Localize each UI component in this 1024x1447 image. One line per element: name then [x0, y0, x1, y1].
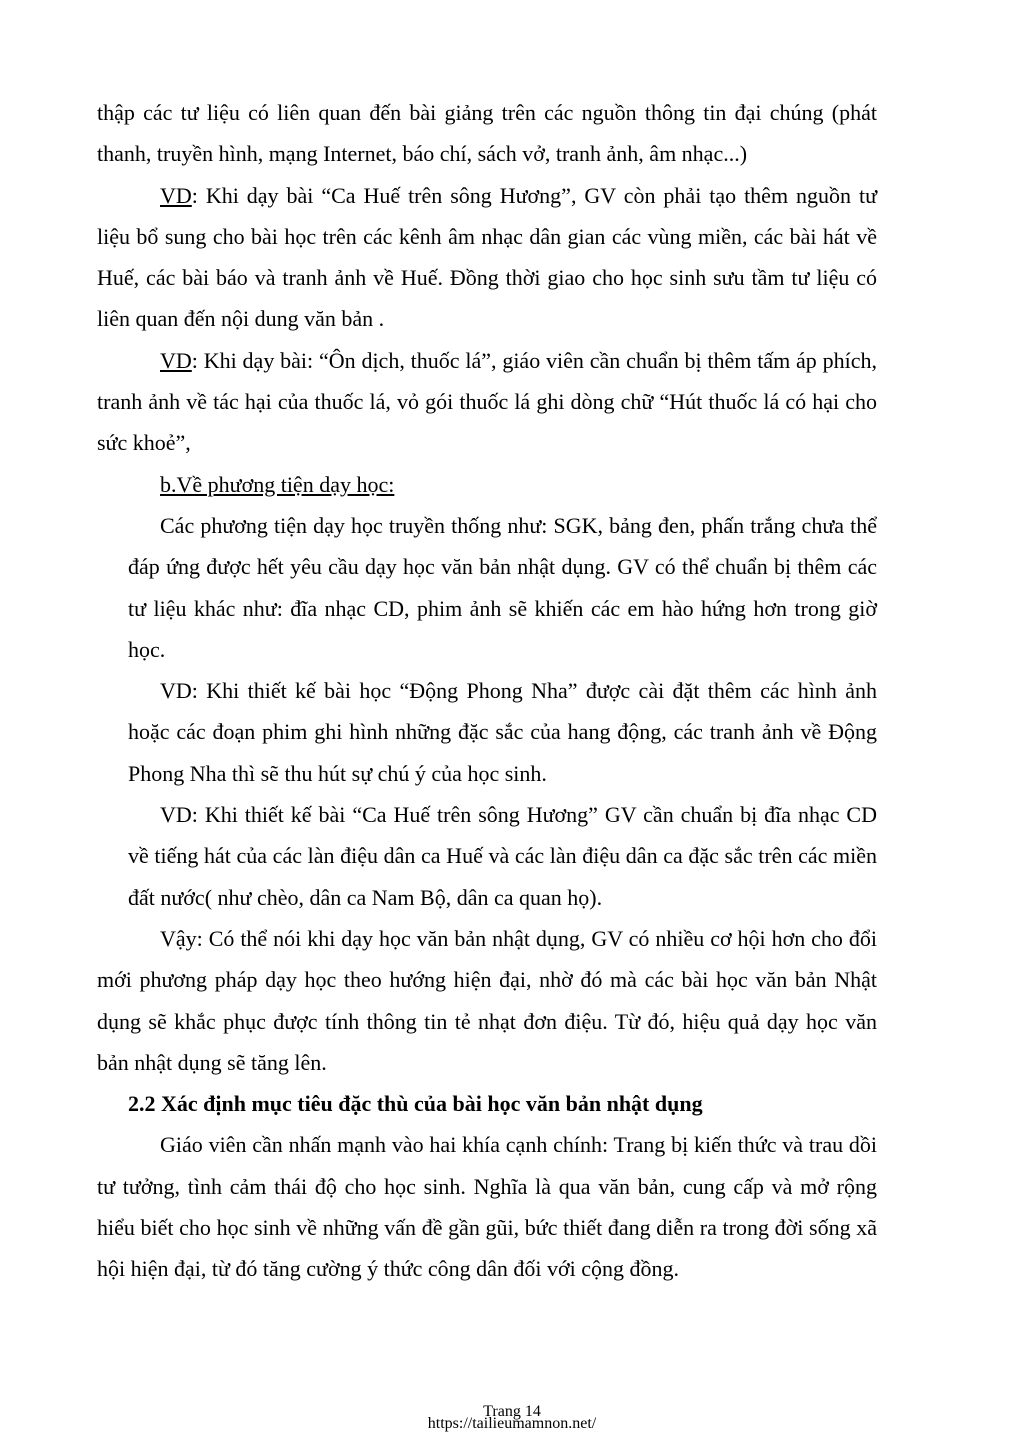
- paragraph-example-dia-nhac: VD: Khi thiết kế bài “Ca Huế trên sông Hương” GV cần chuẩn bị đĩa nhạc CD về tiếng hát của các làn điệu dân ca Huế và các làn điệu dân ca đặc sắc trên các miền đất nước( như chèo, dân ca Nam Bộ, dân ca quan họ).: [128, 802, 877, 910]
- example-text: : Khi dạy bài “Ca Huế trên sông Hương”, GV còn phải tạo thêm nguồn tư liệu bổ sung cho bài học trên các kênh âm nhạc dân gian các vùng miền, các bài hát về Huế, các bài báo và tranh ảnh về Huế. Đồng thời giao cho học sinh sưu tầm tư liệu có liên quan đến nội dung văn bản .: [97, 182, 877, 332]
- subheading-text: b.Về phương tiện dạy học:: [160, 471, 395, 497]
- example-label: VD: [160, 182, 192, 208]
- paragraph-conclusion: Vậy: Có thể nói khi dạy học văn bản nhật dụng, GV có nhiều cơ hội hơn cho đổi mới phương pháp dạy học theo hướng hiện đại, nhờ đó mà các bài học văn bản Nhật dụng sẽ khắc phục được tính thông tin tẻ nhạt đơn điệu. Từ đó, hiệu quả dạy học văn bản nhật dụng sẽ tăng lên.: [97, 925, 877, 1075]
- example-label: VD: [160, 347, 192, 373]
- footer-url: https://tailieumamnon.net/: [427, 1415, 597, 1432]
- paragraph-intro: thập các tư liệu có liên quan đến bài giảng trên các nguồn thông tin đại chúng (phát thanh, truyền hình, mạng Internet, báo chí, sách vở, tranh ảnh, âm nhạc...): [97, 100, 877, 167]
- example-text: : Khi dạy bài: “Ôn dịch, thuốc lá”, giáo viên cần chuẩn bị thêm tấm áp phích, tranh ảnh về tác hại của thuốc lá, vỏ gói thuốc lá ghi dòng chữ “Hút thuốc lá có hại cho sức khoẻ”,: [97, 347, 877, 456]
- paragraph-phuong-tien: Các phương tiện dạy học truyền thống như: SGK, bảng đen, phấn trắng chưa thể đáp ứng được hết yêu cầu dạy học văn bản nhật dụng. GV có thể chuẩn bị thêm các tư liệu khác như: đĩa nhạc CD, phim ảnh sẽ khiến các em hào hứng hơn trong giờ học.: [128, 512, 877, 662]
- paragraph-muc-tieu: Giáo viên cần nhấn mạnh vào hai khía cạnh chính: Trang bị kiến thức và trau dồi tư tưởng, tình cảm thái độ cho học sinh. Nghĩa là qua văn bản, cung cấp và mở rộng hiểu biết cho học sinh về những vấn đề gần gũi, bức thiết đang diễn ra trong đời sống xã hội hiện đại, từ đó tăng cường ý thức công dân đối với cộng đồng.: [97, 1132, 877, 1282]
- paragraph-example-phong-nha: VD: Khi thiết kế bài học “Động Phong Nha” được cài đặt thêm các hình ảnh hoặc các đoạn phim ghi hình những đặc sắc của hang động, các tranh ảnh về Động Phong Nha thì sẽ thu hút sự chú ý của học sinh.: [128, 678, 877, 786]
- subheading-phuong-tien: [97, 464, 877, 505]
- paragraph-example-ca-hue: [97, 175, 877, 340]
- document-body: [97, 92, 877, 1290]
- paragraph-example-thuoc-la: [97, 340, 877, 464]
- page-number: Trang 14: [483, 1403, 541, 1420]
- section-heading-2-2: 2.2 Xác định mục tiêu đặc thù của bài học văn bản nhật dụng: [128, 1091, 703, 1117]
